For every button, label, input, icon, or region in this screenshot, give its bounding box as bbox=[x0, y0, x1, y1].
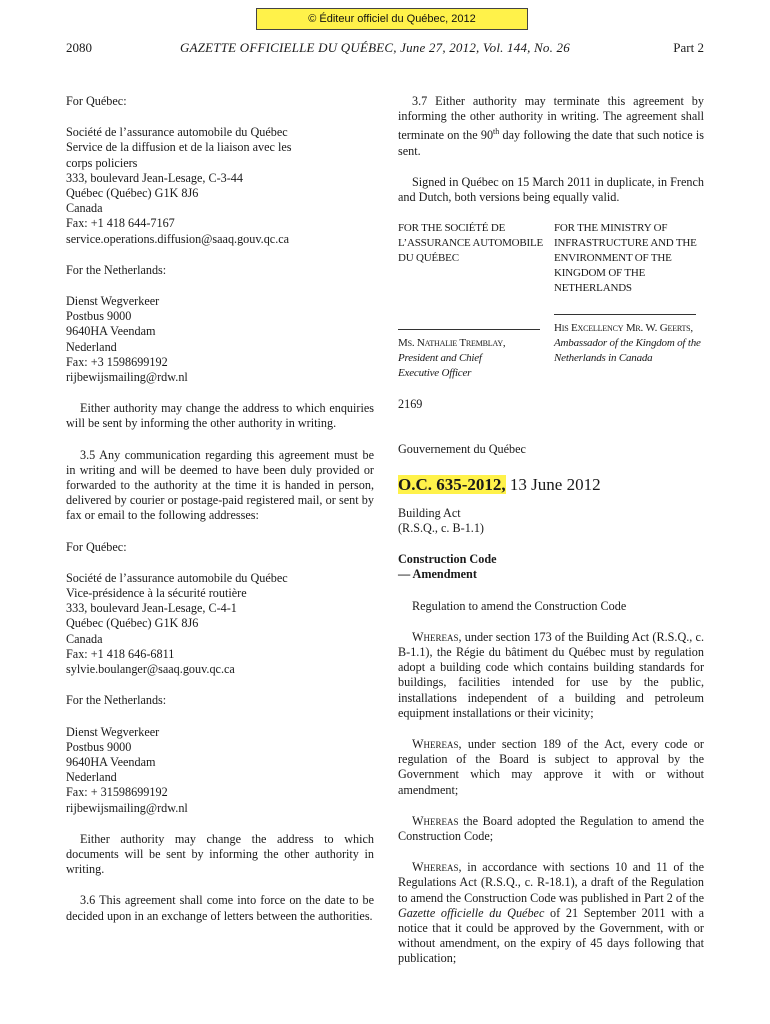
whereas-text: , under section 189 of the Act, every code or regulation of the Board is subject to approval by the Government which may approve it with or without amendment; bbox=[398, 736, 704, 797]
part-label: Part 2 bbox=[673, 40, 704, 55]
address-line: Dienst Wegverkeer bbox=[66, 724, 160, 739]
paragraph-3-7 bbox=[398, 94, 704, 159]
email-address: sylvie.boulanger@saaq.gouv.qc.ca bbox=[66, 662, 235, 677]
signatory-role: Executive Officer bbox=[398, 367, 472, 380]
whereas-keyword: Whereas bbox=[412, 736, 459, 751]
address-line: Société de l’assurance automobile du Québec bbox=[66, 125, 288, 140]
regulation-title: Regulation to amend the Construction Code bbox=[412, 598, 627, 613]
code-title: Construction Code bbox=[398, 552, 497, 567]
whereas-text: , in accordance with sections 10 and 11 of the Regulations Act (R.S.Q., c. R-18.1), a draft of the Regulation to amend the Construction Code was published in Part 2 of the bbox=[398, 860, 704, 905]
email-address: rijbewijsmailing@rdw.nl bbox=[66, 370, 188, 385]
signatory-role: Netherlands in Canada bbox=[554, 352, 653, 365]
page-header bbox=[0, 40, 770, 58]
quebec-address-2 bbox=[66, 571, 374, 677]
paragraph-3-5: 3.5 Any communication regarding this agreement must be in writing and will be deemed to have been duly provided or forwarded to the authority at the time it is handed in person, delivered by courier or postage-paid registered mail, or sent by fax or email to the following addresses: bbox=[66, 447, 374, 523]
email-address: service.operations.diffusion@saaq.gouv.qc.ca bbox=[66, 231, 290, 246]
signature-block bbox=[398, 221, 704, 381]
address-line: Fax: +1 418 646-6811 bbox=[66, 646, 175, 661]
for-netherlands-label: For the Netherlands: bbox=[66, 693, 167, 708]
whereas-keyword: Whereas bbox=[412, 629, 459, 644]
whereas-paragraph-2 bbox=[398, 737, 704, 798]
paragraph-documents: Either authority may change the address to which documents will be sent by informing the other authority in writing. bbox=[66, 831, 374, 877]
whereas-paragraph-4 bbox=[398, 860, 704, 966]
address-line: 9640HA Veendam bbox=[66, 754, 156, 769]
address-line: Canada bbox=[66, 201, 103, 216]
signatory-org-line: L’ASSURANCE AUTOMOBILE bbox=[398, 237, 544, 250]
page-number: 2080 bbox=[66, 40, 92, 55]
signatory-role: President and Chief bbox=[398, 352, 482, 365]
act-reference: (R.S.Q., c. B-1.1) bbox=[398, 520, 484, 535]
signatory-org-line: KINGDOM OF THE bbox=[554, 267, 646, 280]
whereas-text: the Board adopted the Regulation to amend the Construction Code; bbox=[398, 813, 704, 843]
address-line: Canada bbox=[66, 631, 103, 646]
signature-line bbox=[398, 329, 540, 330]
signatory-org-line: INFRASTRUCTURE AND THE bbox=[554, 237, 697, 250]
paragraph-3-6: 3.6 This agreement shall come into force on the date to be decided upon in an exchange of letters between the authorities. bbox=[66, 893, 374, 923]
address-line: Fax: + 31598699192 bbox=[66, 785, 168, 800]
gazette-title: GAZETTE OFFICIELLE DU QUÉBEC, June 27, 2012, Vol. 144, No. 26 bbox=[180, 40, 570, 55]
signatory-org-line: FOR THE MINISTRY OF bbox=[554, 222, 668, 235]
address-line: Dienst Wegverkeer bbox=[66, 294, 160, 309]
address-line: Postbus 9000 bbox=[66, 309, 132, 324]
signatory-org-line: DU QUÉBEC bbox=[398, 252, 459, 265]
address-line: Québec (Québec) G1K 8J6 bbox=[66, 616, 199, 631]
paragraph-enquiries: Either authority may change the address to which enquiries will be sent by informing the other authority in writing. bbox=[66, 401, 374, 431]
whereas-text-end: of 21 September 2011 with a notice that it could be approved by the Government, with or without amendment, on the expiry of 45 days following that publication; bbox=[398, 905, 704, 966]
superscript-th: th bbox=[493, 127, 500, 137]
whereas-keyword: Whereas bbox=[412, 860, 459, 875]
netherlands-address-2 bbox=[66, 725, 374, 816]
signature-line bbox=[554, 314, 696, 315]
address-line: corps policiers bbox=[66, 155, 138, 170]
left-column bbox=[66, 94, 374, 924]
gazette-name: Gazette officielle du Québec bbox=[398, 905, 545, 920]
for-quebec-label: For Québec: bbox=[66, 94, 127, 108]
address-line: Postbus 9000 bbox=[66, 739, 132, 754]
for-quebec-label: For Québec: bbox=[66, 539, 127, 554]
whereas-paragraph-1 bbox=[398, 630, 704, 721]
signatory-role: Ambassador of the Kingdom of the bbox=[554, 337, 701, 350]
address-line: Service de la diffusion et de la liaison avec les bbox=[66, 140, 292, 155]
address-line: Vice-présidence à la sécurité routière bbox=[66, 586, 247, 601]
whereas-paragraph-3 bbox=[398, 814, 704, 844]
address-line: Fax: +3 1598699192 bbox=[66, 354, 168, 369]
address-line: Nederland bbox=[66, 339, 117, 354]
netherlands-address-1 bbox=[66, 294, 374, 385]
signature-netherlands bbox=[554, 221, 704, 381]
oc-date: 13 June 2012 bbox=[505, 474, 601, 494]
address-line: Québec (Québec) G1K 8J6 bbox=[66, 186, 199, 201]
address-line: Fax: +1 418 644-7167 bbox=[66, 216, 175, 231]
signatory-name: Ms. Nathalie Tremblay, bbox=[398, 337, 506, 350]
code-subtitle: — Amendment bbox=[398, 567, 477, 582]
address-line: 333, boulevard Jean-Lesage, C-4-1 bbox=[66, 601, 237, 616]
copyright-banner: © Éditeur officiel du Québec, 2012 bbox=[256, 8, 528, 30]
signatory-name: His Excellency Mr. W. Geerts, bbox=[554, 322, 693, 335]
paragraph-signed: Signed in Québec on 15 March 2011 in duplicate, in French and Dutch, both versions being equally valid. bbox=[398, 174, 704, 205]
signatory-org-line: ENVIRONMENT OF THE bbox=[554, 252, 672, 265]
government-label: Gouvernement du Québec bbox=[398, 442, 526, 457]
quebec-address-1 bbox=[66, 125, 374, 247]
signatory-org-line: FOR THE SOCIÉTÉ DE bbox=[398, 222, 506, 235]
email-address: rijbewijsmailing@rdw.nl bbox=[66, 800, 188, 815]
address-line: Société de l’assurance automobile du Québec bbox=[66, 570, 288, 585]
for-netherlands-label: For the Netherlands: bbox=[66, 262, 167, 277]
address-line: Nederland bbox=[66, 770, 117, 785]
address-line: 333, boulevard Jean-Lesage, C-3-44 bbox=[66, 170, 243, 185]
whereas-keyword: Whereas bbox=[412, 813, 459, 828]
reference-number: 2169 bbox=[398, 397, 423, 412]
signatory-org-line: NETHERLANDS bbox=[554, 282, 632, 295]
paragraph-3-7-text-end: day following the date that such notice is sent. bbox=[398, 128, 704, 158]
act-name: Building Act bbox=[398, 505, 461, 520]
right-column bbox=[398, 94, 704, 967]
oc-number: O.C. 635-2012, bbox=[398, 474, 506, 494]
signature-quebec bbox=[398, 221, 546, 381]
address-line: 9640HA Veendam bbox=[66, 324, 156, 339]
whereas-text: , under section 173 of the Building Act (R.S.Q., c. B-1.1), the Régie du bâtiment du Québec must by regulation adopt a building code which contains building standards for buildings, facilities intended for use by the public, installations independent of a building and petroleum equipment installations or their vicinity; bbox=[398, 629, 704, 720]
order-in-council bbox=[398, 474, 704, 496]
paragraph-3-7-text: 3.7 Either authority may terminate this agreement by informing the other authority in writing. The agreement shall terminate on the 90 bbox=[398, 94, 704, 143]
